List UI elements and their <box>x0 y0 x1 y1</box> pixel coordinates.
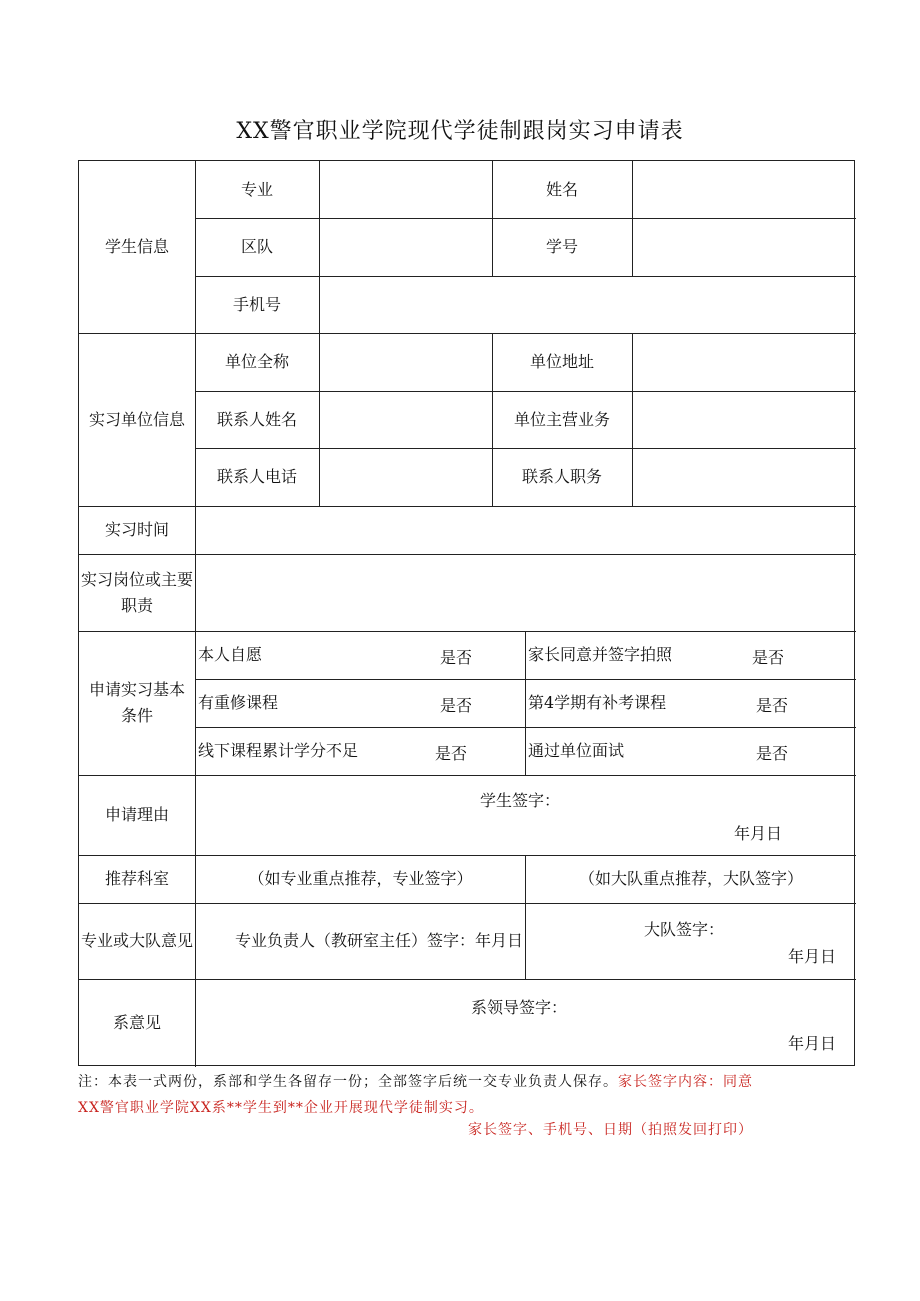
major-input[interactable] <box>320 161 492 218</box>
reason-date: 年月日 <box>734 824 783 843</box>
contact-name-label: 联系人姓名 <box>216 409 297 429</box>
team-signature-label: 大队签字： <box>644 920 725 939</box>
phone-input[interactable] <box>320 276 856 333</box>
company-full-name-label: 单位全称 <box>224 352 289 371</box>
application-form-table <box>78 160 855 1066</box>
name-label: 姓名 <box>545 179 578 199</box>
student-id-input[interactable] <box>633 218 856 276</box>
name-input[interactable] <box>633 161 856 218</box>
condition-credit-shortage-yes-no[interactable]: 是否 <box>435 744 468 763</box>
team-label: 区队 <box>240 237 273 256</box>
team-signature-area[interactable] <box>526 903 856 979</box>
position-duty-input[interactable] <box>196 554 856 631</box>
condition-parent-consent: 家长同意并签字拍照 <box>528 645 673 664</box>
company-full-name-input[interactable] <box>320 333 492 391</box>
condition-makeup-exam: 第4学期有补考课程 <box>528 693 667 712</box>
team-recommend-hint[interactable]: （如大队重点推荐，大队签字） <box>578 869 803 888</box>
condition-voluntary-yes-no[interactable]: 是否 <box>440 648 473 667</box>
reason-label: 申请理由 <box>104 805 169 824</box>
condition-parent-consent-yes-no[interactable]: 是否 <box>752 648 785 667</box>
contact-phone-label: 联系人电话 <box>216 467 297 486</box>
condition-interview-passed: 通过单位面试 <box>528 741 625 760</box>
company-address-label: 单位地址 <box>529 352 594 371</box>
opinion-date: 年月日 <box>788 947 837 966</box>
condition-makeup-exam-yes-no[interactable]: 是否 <box>756 696 789 715</box>
note-line-2: XX警官职业学院XX系**学生到**企业开展现代学徒制实习。 <box>78 1100 484 1116</box>
major-label: 专业 <box>240 179 273 199</box>
parent-signature-content-label: 家长签字内容：同意 <box>618 1074 753 1090</box>
main-business-label: 单位主营业务 <box>513 409 610 429</box>
contact-position-input[interactable] <box>633 448 856 506</box>
condition-retake-course-yes-no[interactable]: 是否 <box>440 696 473 715</box>
conditions-label: 申请实习基本条件 <box>88 680 185 725</box>
internship-time-input[interactable] <box>196 506 856 554</box>
condition-credit-shortage: 线下课程累计学分不足 <box>198 741 359 760</box>
condition-interview-passed-yes-no[interactable]: 是否 <box>756 744 789 763</box>
department-opinion-area[interactable] <box>196 979 856 1067</box>
student-signature-label: 学生签字： <box>480 791 561 810</box>
internship-time-label: 实习时间 <box>104 520 169 539</box>
opinion-label: 专业或大队意见 <box>81 931 194 950</box>
major-head-signature[interactable]: 专业负责人（教研室主任）签字：年月日 <box>234 931 523 950</box>
department-label: 系意见 <box>112 1013 161 1032</box>
department-signature-label: 系领导签字： <box>471 998 568 1017</box>
department-date: 年月日 <box>788 1034 837 1053</box>
contact-phone-input[interactable] <box>320 448 492 506</box>
company-address-input[interactable] <box>633 333 856 391</box>
contact-name-input[interactable] <box>320 391 492 448</box>
company-info-label: 实习单位信息 <box>88 409 185 429</box>
condition-retake-course: 有重修课程 <box>198 693 279 712</box>
recommend-label: 推荐科室 <box>104 869 169 888</box>
phone-label: 手机号 <box>232 294 281 314</box>
main-business-input[interactable] <box>633 391 856 448</box>
position-duty-label: 实习岗位或主要职责 <box>81 569 194 615</box>
condition-voluntary: 本人自愿 <box>198 645 263 664</box>
student-info-label: 学生信息 <box>104 237 169 256</box>
major-recommend-hint[interactable]: （如专业重点推荐，专业签字） <box>248 869 473 888</box>
team-input[interactable] <box>320 218 492 276</box>
note-line-3: 家长签字、手机号、日期（拍照发回打印） <box>468 1122 753 1138</box>
contact-position-label: 联系人职务 <box>521 467 602 486</box>
student-id-label: 学号 <box>545 237 578 256</box>
form-title: XX警官职业学院现代学徒制跟岗实习申请表 <box>236 119 684 144</box>
note-text: 注：本表一式两份，系部和学生各留存一份；全部签字后统一交专业负责人保存。 <box>78 1074 618 1090</box>
note-line-1 <box>78 1069 858 1095</box>
